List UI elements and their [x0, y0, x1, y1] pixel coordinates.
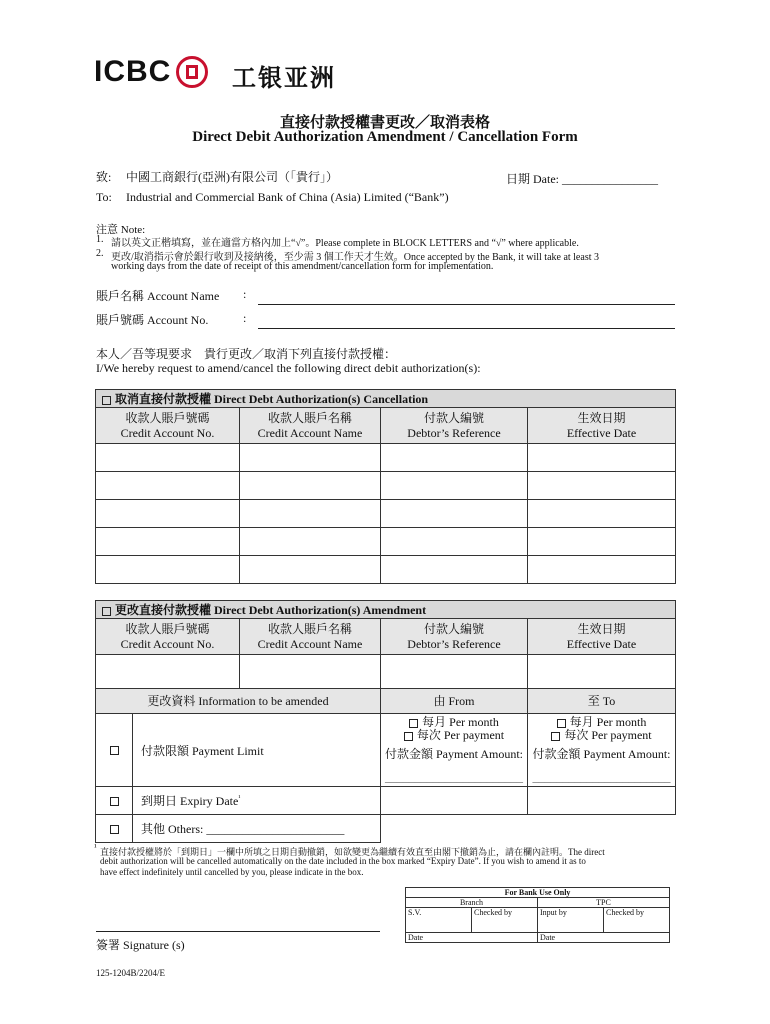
others-from — [381, 815, 528, 843]
date-field[interactable]: 日期 Date: ________________ — [506, 172, 658, 186]
payment-amount-label: 付款金額 Payment Amount: — [532, 747, 671, 761]
table-cell[interactable] — [96, 444, 240, 472]
table-cell[interactable] — [528, 472, 676, 500]
table-cell[interactable] — [240, 655, 381, 689]
table-cell[interactable] — [96, 556, 240, 584]
table-cell[interactable] — [528, 556, 676, 584]
request-text-en: I/We hereby request to amend/cancel the following direct debit authorization(s): — [96, 361, 481, 375]
table-cell[interactable] — [381, 472, 528, 500]
expiry-checkbox-cell[interactable] — [96, 787, 133, 815]
table-cell[interactable] — [240, 444, 381, 472]
footnote-marker: ¹ — [94, 842, 97, 852]
form-title-chinese: 直接付款授權書更改／取消表格 — [279, 115, 490, 131]
payment-limit-checkbox[interactable] — [110, 746, 119, 755]
payment-amount-label: 付款金額 Payment Amount: — [384, 747, 523, 761]
cancellation-header: 取消直接付款授權 Direct Debt Authorization(s) Cancellation — [96, 390, 676, 408]
per-month-label: 每月 Per month — [422, 715, 499, 729]
account-name-colon: : — [243, 287, 247, 301]
note-2-text-line2: working days from the date of receipt of this amendment/cancellation form for implementation. — [111, 261, 494, 272]
expiry-date-from[interactable] — [381, 787, 528, 815]
account-no-field[interactable] — [258, 328, 675, 329]
to-header: 至 To — [528, 689, 676, 714]
others-checkbox[interactable] — [110, 825, 119, 834]
footnote-line1: 直接付款授權將於「到期日」一欄中所填之日期自動撤銷，如欲變更為繼續有效直至由閣下撤銷為止，請在欄內註明。The direct — [100, 847, 605, 857]
table-cell[interactable] — [381, 528, 528, 556]
table-row — [96, 472, 676, 500]
column-credit-account-name: 收款人賬戶名稱 Credit Account Name — [240, 619, 381, 655]
to-label-en: To: — [96, 190, 112, 204]
table-cell[interactable] — [381, 444, 528, 472]
table-cell[interactable] — [381, 556, 528, 584]
bank-name-cn: 中國工商銀行(亞洲)有限公司（「貴行」） — [126, 170, 338, 184]
table-cell[interactable] — [240, 472, 381, 500]
sv-cell: S.V. — [406, 908, 472, 933]
payment-limit-checkbox-cell[interactable] — [96, 714, 133, 787]
account-name-field[interactable] — [258, 304, 675, 305]
info-to-be-amended-header: 更改資料 Information to be amended — [96, 689, 381, 714]
branch-header: Branch — [406, 898, 538, 908]
column-debtor-reference: 付款人編號 Debtor’s Reference — [381, 619, 528, 655]
table-cell[interactable] — [240, 528, 381, 556]
others-label[interactable]: 其他 Others: _______________________ — [133, 815, 381, 843]
table-row — [96, 655, 676, 689]
table-cell[interactable] — [381, 655, 528, 689]
bank-name-en: Industrial and Commercial Bank of China (Asia) Limited (“Bank”) — [126, 190, 449, 204]
table-cell[interactable] — [528, 528, 676, 556]
table-cell[interactable] — [96, 500, 240, 528]
table-cell[interactable] — [381, 500, 528, 528]
table-cell[interactable] — [528, 444, 676, 472]
tpc-checked-by-cell: Checked by — [604, 908, 670, 933]
amendment-header: 更改直接付款授權 Direct Debt Authorization(s) Amendment — [96, 601, 676, 619]
account-name-label: 賬戶名稱 Account Name — [96, 289, 220, 303]
per-payment-label: 每次 Per payment — [564, 728, 652, 742]
amendment-table — [95, 600, 676, 843]
branch-checked-by-cell: Checked by — [472, 908, 538, 933]
column-effective-date: 生效日期 Effective Date — [528, 619, 676, 655]
others-checkbox-cell[interactable] — [96, 815, 133, 843]
expiry-date-checkbox[interactable] — [110, 797, 119, 806]
per-payment-checkbox[interactable] — [404, 732, 413, 741]
table-row — [96, 528, 676, 556]
table-row — [96, 556, 676, 584]
cancellation-checkbox[interactable] — [102, 396, 111, 405]
signature-label: 簽署 Signature (s) — [96, 938, 185, 952]
note-2-text-line1: 更改/取消指示會於銀行收到及接納後，至少需 3 個工作天才生效。Once accepted by the Bank, it will take at least 3 — [111, 252, 599, 263]
column-effective-date: 生效日期 Effective Date — [528, 408, 676, 444]
tpc-date-cell: Date — [538, 933, 670, 943]
form-code: 125-1204B/2204/E — [96, 968, 165, 978]
bank-use-only-table — [405, 887, 670, 943]
account-no-label: 賬戶號碼 Account No. — [96, 313, 209, 327]
per-month-checkbox[interactable] — [409, 719, 418, 728]
cancellation-table — [95, 389, 676, 584]
column-credit-account-no: 收款人賬戶號碼 Credit Account No. — [96, 408, 240, 444]
table-cell[interactable] — [96, 472, 240, 500]
payment-amount-line[interactable]: _______________________ — [532, 770, 671, 784]
table-cell[interactable] — [528, 500, 676, 528]
others-to — [528, 815, 676, 843]
signature-line[interactable] — [96, 931, 380, 932]
table-cell[interactable] — [528, 655, 676, 689]
expiry-date-label: 到期日 Expiry Date$^{^1}$ — [133, 787, 381, 815]
table-cell[interactable] — [240, 556, 381, 584]
input-by-cell: Input by — [538, 908, 604, 933]
table-cell[interactable] — [240, 500, 381, 528]
account-no-colon: : — [243, 311, 247, 325]
payment-limit-to[interactable] — [528, 714, 676, 787]
branch-date-cell: Date — [406, 933, 538, 943]
column-debtor-reference: 付款人編號 Debtor’s Reference — [381, 408, 528, 444]
bank-use-title: For Bank Use Only — [406, 888, 670, 898]
column-credit-account-name: 收款人賬戶名稱 Credit Account Name — [240, 408, 381, 444]
payment-limit-label: 付款限額 Payment Limit — [133, 714, 381, 787]
footnote-line2: debit authorization will be cancelled automatically on the date included in the box marked “Expiry Date”. If you wish to amend it as to — [100, 856, 586, 866]
to-label-cn: 致: — [96, 170, 112, 184]
icbc-logo-text: ICBC — [94, 55, 172, 88]
from-header: 由 From — [381, 689, 528, 714]
table-row — [96, 444, 676, 472]
table-row — [96, 500, 676, 528]
note-2-number: 2. — [96, 248, 104, 259]
icbc-seal-icon — [176, 56, 208, 88]
note-1-number: 1. — [96, 234, 104, 245]
table-cell[interactable] — [96, 528, 240, 556]
form-title-english: Direct Debit Authorization Amendment / Cancellation Form — [192, 129, 578, 145]
per-month-label: 每月 Per month — [569, 715, 647, 729]
expiry-date-to[interactable] — [528, 787, 676, 815]
per-payment-checkbox[interactable] — [551, 732, 560, 741]
payment-limit-from[interactable] — [381, 714, 528, 787]
payment-amount-line[interactable]: _______________________ — [385, 770, 523, 784]
per-payment-label: 每次 Per payment — [416, 728, 505, 742]
request-text-cn: 本人／吾等現要求 貴行更改／取消下列直接付款授權： — [96, 347, 397, 361]
amendment-checkbox[interactable] — [102, 607, 111, 616]
table-cell[interactable] — [96, 655, 240, 689]
per-month-checkbox[interactable] — [557, 719, 566, 728]
note-title: 注意 Note: — [96, 224, 146, 236]
column-credit-account-no: 收款人賬戶號碼 Credit Account No. — [96, 619, 240, 655]
tpc-header: TPC — [538, 898, 670, 908]
icbc-logo-chinese: 工银亚洲 — [232, 64, 336, 92]
note-1-text: 請以英文正楷填寫，並在適當方格內加上“√”。Please complete in BLOCK LETTERS and “√” where applicable. — [111, 238, 579, 249]
footnote-line3: have effect indefinitely until cancelled by you, please indicate in the box. — [100, 867, 364, 877]
